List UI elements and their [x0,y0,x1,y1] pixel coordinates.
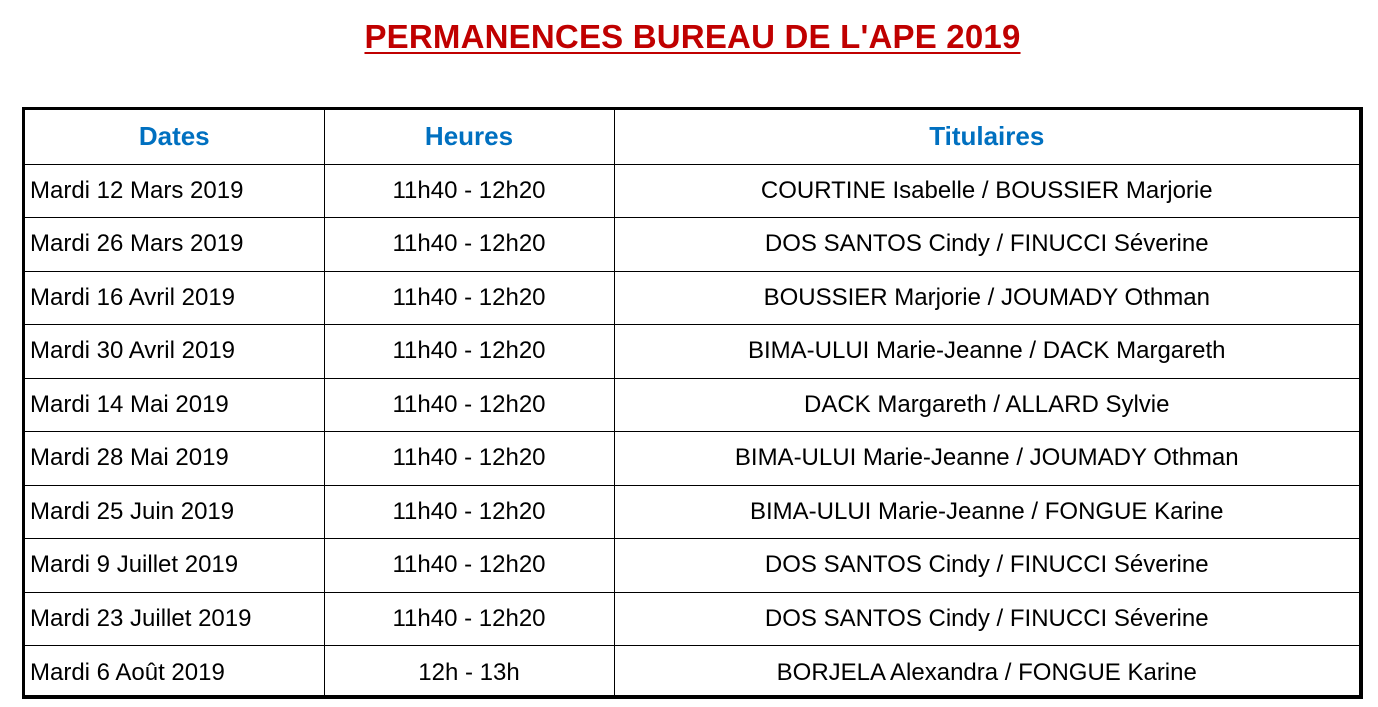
table-row [25,271,1359,325]
holders-cell: DACK Margareth / ALLARD Sylvie [614,378,1359,432]
table-row [25,539,1359,593]
hours-cell: 11h40 - 12h20 [324,592,614,646]
table-row [25,646,1359,700]
hours-cell: 11h40 - 12h20 [324,164,614,218]
hours-cell: 11h40 - 12h20 [324,432,614,486]
holders-cell: DOS SANTOS Cindy / FINUCCI Séverine [614,592,1359,646]
holders-cell: BIMA-ULUI Marie-Jeanne / DACK Margareth [614,325,1359,379]
table-row [25,164,1359,218]
date-cell: Mardi 28 Mai 2019 [25,432,324,486]
date-cell: Mardi 16 Avril 2019 [25,271,324,325]
hours-cell: 11h40 - 12h20 [324,539,614,593]
hours-cell: 11h40 - 12h20 [324,378,614,432]
date-cell: Mardi 30 Avril 2019 [25,325,324,379]
column-header-holders: Titulaires [614,110,1359,164]
date-cell: Mardi 25 Juin 2019 [25,485,324,539]
schedule-table-container [22,107,1363,699]
column-header-hours: Heures [324,110,614,164]
hours-cell: 11h40 - 12h20 [324,485,614,539]
hours-cell: 11h40 - 12h20 [324,271,614,325]
table-row [25,592,1359,646]
column-header-dates: Dates [25,110,324,164]
table-row [25,378,1359,432]
holders-cell: BIMA-ULUI Marie-Jeanne / FONGUE Karine [614,485,1359,539]
holders-cell: BIMA-ULUI Marie-Jeanne / JOUMADY Othman [614,432,1359,486]
date-cell: Mardi 12 Mars 2019 [25,164,324,218]
holders-cell: DOS SANTOS Cindy / FINUCCI Séverine [614,539,1359,593]
table-row [25,325,1359,379]
holders-cell: BORJELA Alexandra / FONGUE Karine [614,646,1359,700]
table-header-row [25,110,1359,164]
page-title: PERMANENCES BUREAU DE L'APE 2019 [364,18,1021,55]
holders-cell: COURTINE Isabelle / BOUSSIER Marjorie [614,164,1359,218]
hours-cell: 11h40 - 12h20 [324,218,614,272]
date-cell: Mardi 26 Mars 2019 [25,218,324,272]
table-row [25,485,1359,539]
date-cell: Mardi 14 Mai 2019 [25,378,324,432]
date-cell: Mardi 6 Août 2019 [25,646,324,700]
hours-cell: 12h - 13h [324,646,614,700]
table-row [25,432,1359,486]
date-cell: Mardi 9 Juillet 2019 [25,539,324,593]
holders-cell: BOUSSIER Marjorie / JOUMADY Othman [614,271,1359,325]
date-cell: Mardi 23 Juillet 2019 [25,592,324,646]
holders-cell: DOS SANTOS Cindy / FINUCCI Séverine [614,218,1359,272]
hours-cell: 11h40 - 12h20 [324,325,614,379]
table-row [25,218,1359,272]
schedule-table [25,110,1359,699]
